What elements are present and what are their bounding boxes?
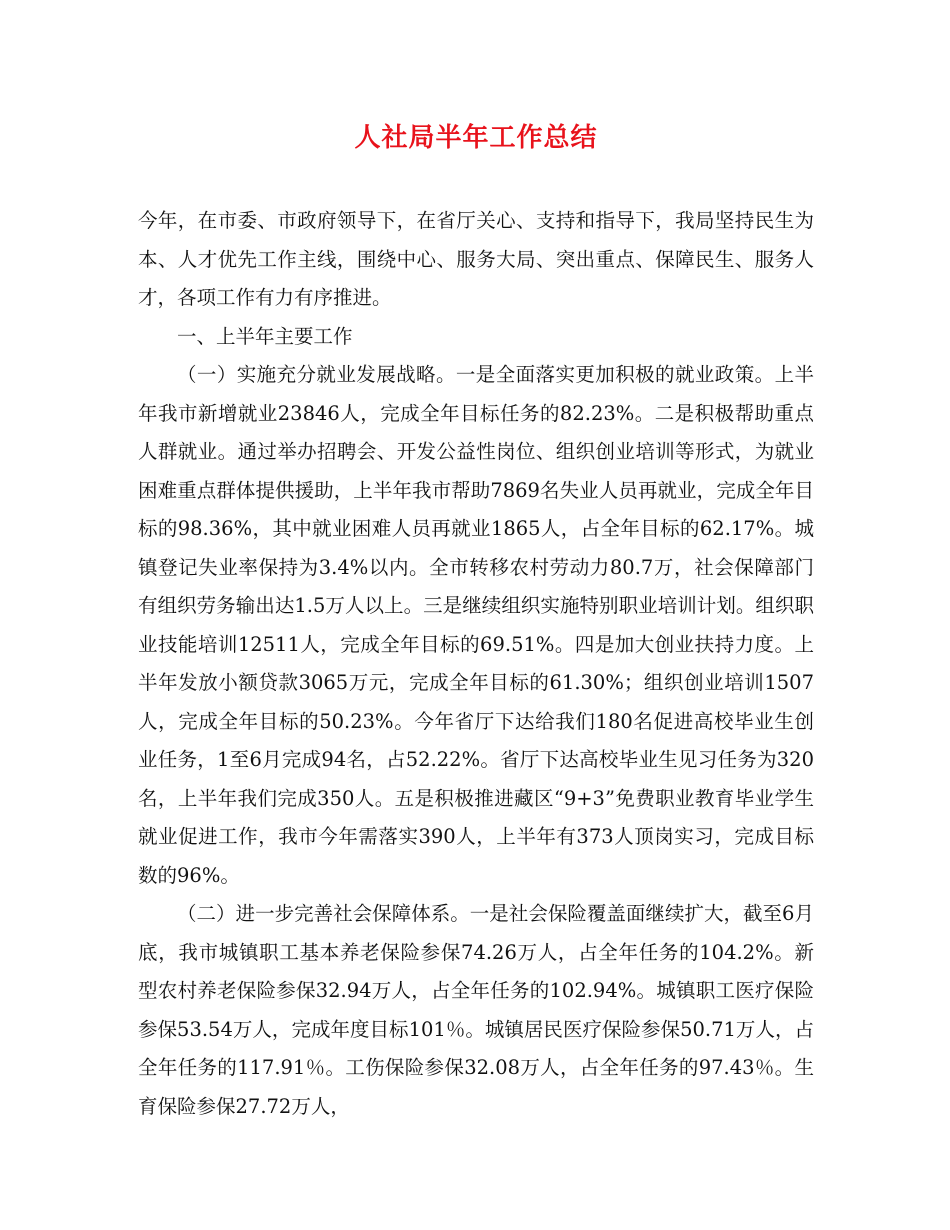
social-security-paragraph: （二）进一步完善社会保障体系。一是社会保险覆盖面继续扩大，截至6月底，我市城镇职工基本养老保险参保74.26万人，占全年任务的104.2%。新型农村养老保险参保32.94万人，占全年任务的102.94%。城镇职工医疗保险参保53.54万人，完成年度目标101％。城镇居民医疗保险参保50.71万人，占全年任务的117.91％。工伤保险参保32.08万人，占全年任务的97.43％。生育保险参保27.72万人， [138,902,814,1118]
employment-paragraph: （一）实施充分就业发展战略。一是全面落实更加积极的就业政策。上半年我市新增就业23846人，完成全年目标任务的82.23%。二是积极帮助重点人群就业。通过举办招聘会、开发公益性岗位、组织创业培训等形式，为就业困难重点群体提供援助，上半年我市帮助7869名失业人员再就业，完成全年目标的98.36%，其中就业困难人员再就业1865人，占全年目标的62.17%。城镇登记失业率保持为3.4%以内。全市转移农村劳动力80.7万，社会保障部门有组织劳务输出达1.5万人以上。三是继续组织实施特别职业培训计划。组织职业技能培训12511人，完成全年目标的69.51%。四是加大创业扶持力度。上半年发放小额贷款3065万元，完成全年目标的61.30%；组织创业培训1507人，完成全年目标的50.23%。今年省厅下达给我们180名促进高校毕业生创业任务，1至6月完成94名，占52.22%。省厅下达高校毕业生见习任务为320名，上半年我们完成350人。五是积极推进藏区“9+3”免费职业教育毕业学生就业促进工作，我市今年需落实390人，上半年有373人顶岗实习，完成目标数的96%。 [138,363,814,887]
intro-paragraph: 今年，在市委、市政府领导下，在省厅关心、支持和指导下，我局坚持民生为本、人才优先工作主线，围绕中心、服务大局、突出重点、保障民生、服务人才，各项工作有力有序推进。 [138,209,814,309]
document-title: 人社局半年工作总结 [354,123,598,153]
section-heading: 一、上半年主要工作 [177,324,353,348]
document-page [138,118,814,1126]
